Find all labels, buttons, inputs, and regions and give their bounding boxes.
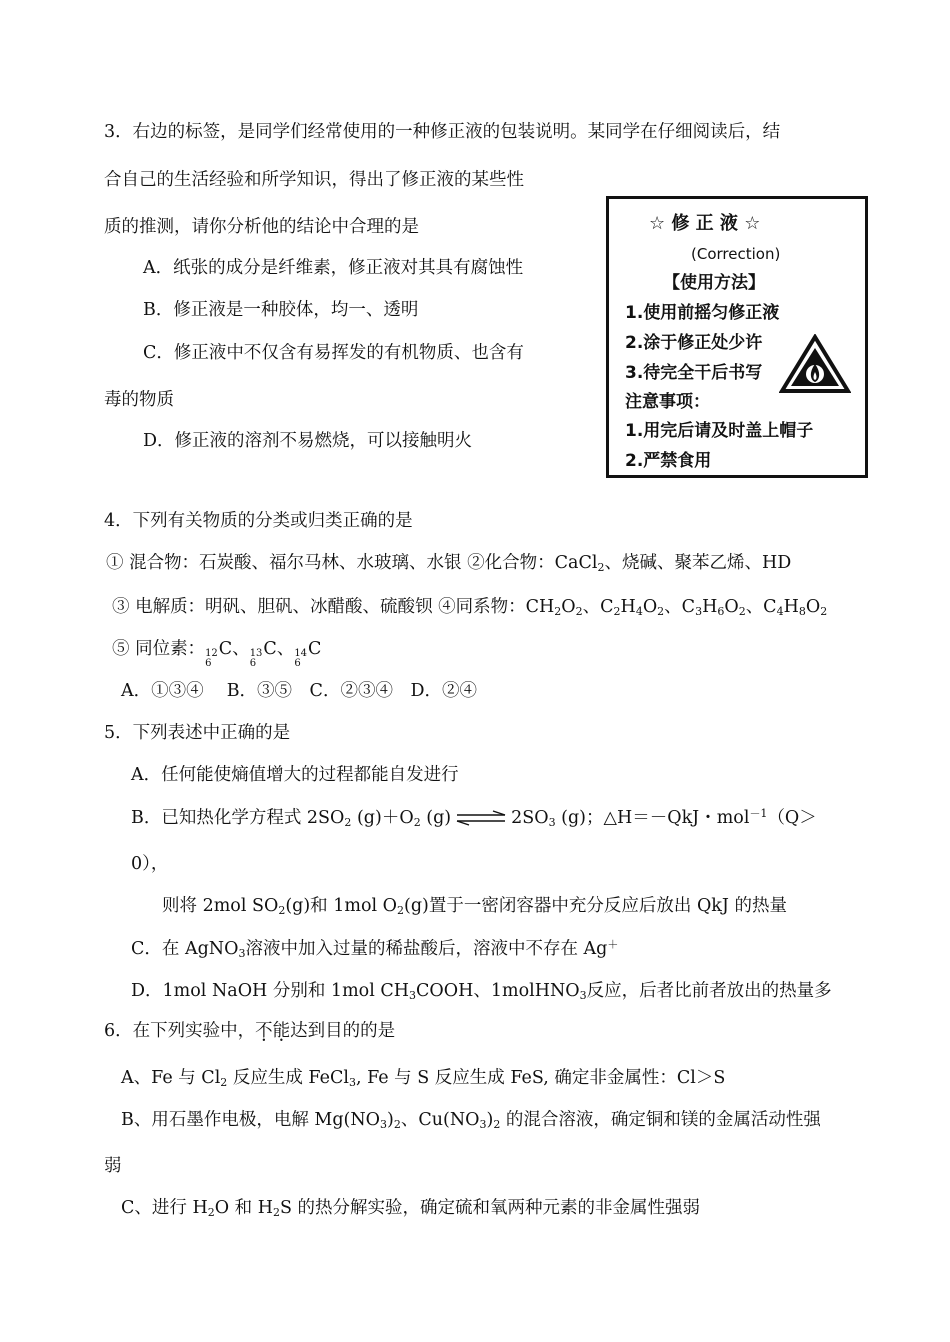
q3-option-c: C．修正液中不仅含有易挥发的有机物质、也含有 xyxy=(143,343,524,363)
q3-stem-line3: 质的推测，请你分析他的结论中合理的是 xyxy=(104,217,419,237)
q4-stem: 4．下列有关物质的分类或归类正确的是 xyxy=(104,511,413,531)
q5-stem: 5．下列表述中正确的是 xyxy=(104,723,291,743)
q4-item-4: ④同系物：$CH_2O_2$、$C_2H_4O_2$、$C_3H_6O_2$、$C_4H_8O_2$ xyxy=(438,597,828,618)
q3-option-b: B．修正液是一种胶体，均一、透明 xyxy=(143,300,419,320)
q6-stem: 6．在下列实验中，不能达到目的的是 xyxy=(104,1021,396,1041)
q3-option-c-cont: 毒的物质 xyxy=(104,390,174,410)
q6-option-b-cont: 弱 xyxy=(104,1156,122,1176)
q5-option-a: A．任何能使熵值增大的过程都能自发进行 xyxy=(131,765,459,785)
q4-item-2: ②化合物：CaCl$_2$、烧碱、聚苯乙烯、HD xyxy=(467,553,792,574)
flammable-warning-icon xyxy=(779,334,851,394)
q3-stem-line2: 合自己的生活经验和所学知识，得出了修正液的某些性 xyxy=(104,170,524,190)
label-method-2: 2.涂于修正处少许 xyxy=(625,333,763,353)
q4-item-1: ① 混合物：石炭酸、福尔马林、水玻璃、水银 xyxy=(106,553,462,573)
q4-item-3-4 xyxy=(112,595,827,619)
label-notice-1: 1.用完后请及时盖上帽子 xyxy=(625,421,814,441)
q5-option-b-cont: 0）， xyxy=(131,854,169,874)
label-title: ☆ 修 正 液 ☆ xyxy=(649,213,761,234)
label-subtitle: (Correction) xyxy=(691,245,781,263)
q4-item-3: ③ 电解质：明矾、胆矾、冰醋酸、硫酸钡 xyxy=(112,597,433,617)
correction-fluid-label xyxy=(606,196,868,478)
q4-item-1-2 xyxy=(106,551,791,575)
q5-option-d: D．1mol NaOH 分别和 1mol $CH_3COOH$、1molHNO$_3$反应，后者比前者放出的热量多 xyxy=(131,981,832,1002)
q4-item-5: ⑤ 同位素： 12 6 C、 13 6 C、 14 6 C xyxy=(112,639,322,669)
label-notice-2: 2.严禁食用 xyxy=(625,451,712,471)
q6-option-a: A、Fe 与 $Cl_2$ 反应生成 FeCl$_3$, Fe 与 S 反应生成 FeS, 确定非金属性：Cl＞S xyxy=(121,1068,726,1089)
q4-options: A．①③④ B．③⑤ C．②③④ D．②④ xyxy=(121,681,477,701)
q3-option-d: D．修正液的溶剂不易燃烧，可以接触明火 xyxy=(143,431,473,451)
label-method-heading: 【使用方法】 xyxy=(663,273,765,293)
q5-option-b: B．已知热化学方程式 $2SO_2$ $(g)+O_2$ (g) $2SO_3$ (g)；△H＝－QkJ・mol$^{-1}$（Q＞ xyxy=(131,807,817,829)
reversible-arrow-icon xyxy=(455,810,507,826)
q5-option-b-then: 则将 2mol $SO_2(g)$和 1mol $O_2(g)$置于一密闭容器中充分反应后放出 QkJ 的热量 xyxy=(162,896,787,917)
q6-emphasis: 不能 xyxy=(255,1021,291,1041)
label-method-3: 3.待完全干后书写 xyxy=(625,363,763,383)
q3-stem-line1: 3．右边的标签，是同学们经常使用的一种修正液的包装说明。某同学在仔细阅读后，结 xyxy=(104,122,781,142)
q6-option-b: B、用石墨作电极，电解 $Mg(NO_3)_2$、$Cu(NO_3)_2$ 的混合溶液，确定铜和镁的金属活动性强 xyxy=(121,1110,821,1131)
q5-option-c: C．在 AgNO$_3$溶液中加入过量的稀盐酸后，溶液中不存在 Ag＋ xyxy=(131,938,619,960)
label-notice-heading: 注意事项： xyxy=(625,392,710,412)
q6-option-c: C、进行 $H_2O$ 和 $H_2S$ 的热分解实验，确定硫和氧两种元素的非金属性强弱 xyxy=(121,1198,701,1219)
q3-option-a: A．纸张的成分是纤维素，修正液对其具有腐蚀性 xyxy=(143,258,524,278)
label-method-1: 1.使用前摇匀修正液 xyxy=(625,303,780,323)
